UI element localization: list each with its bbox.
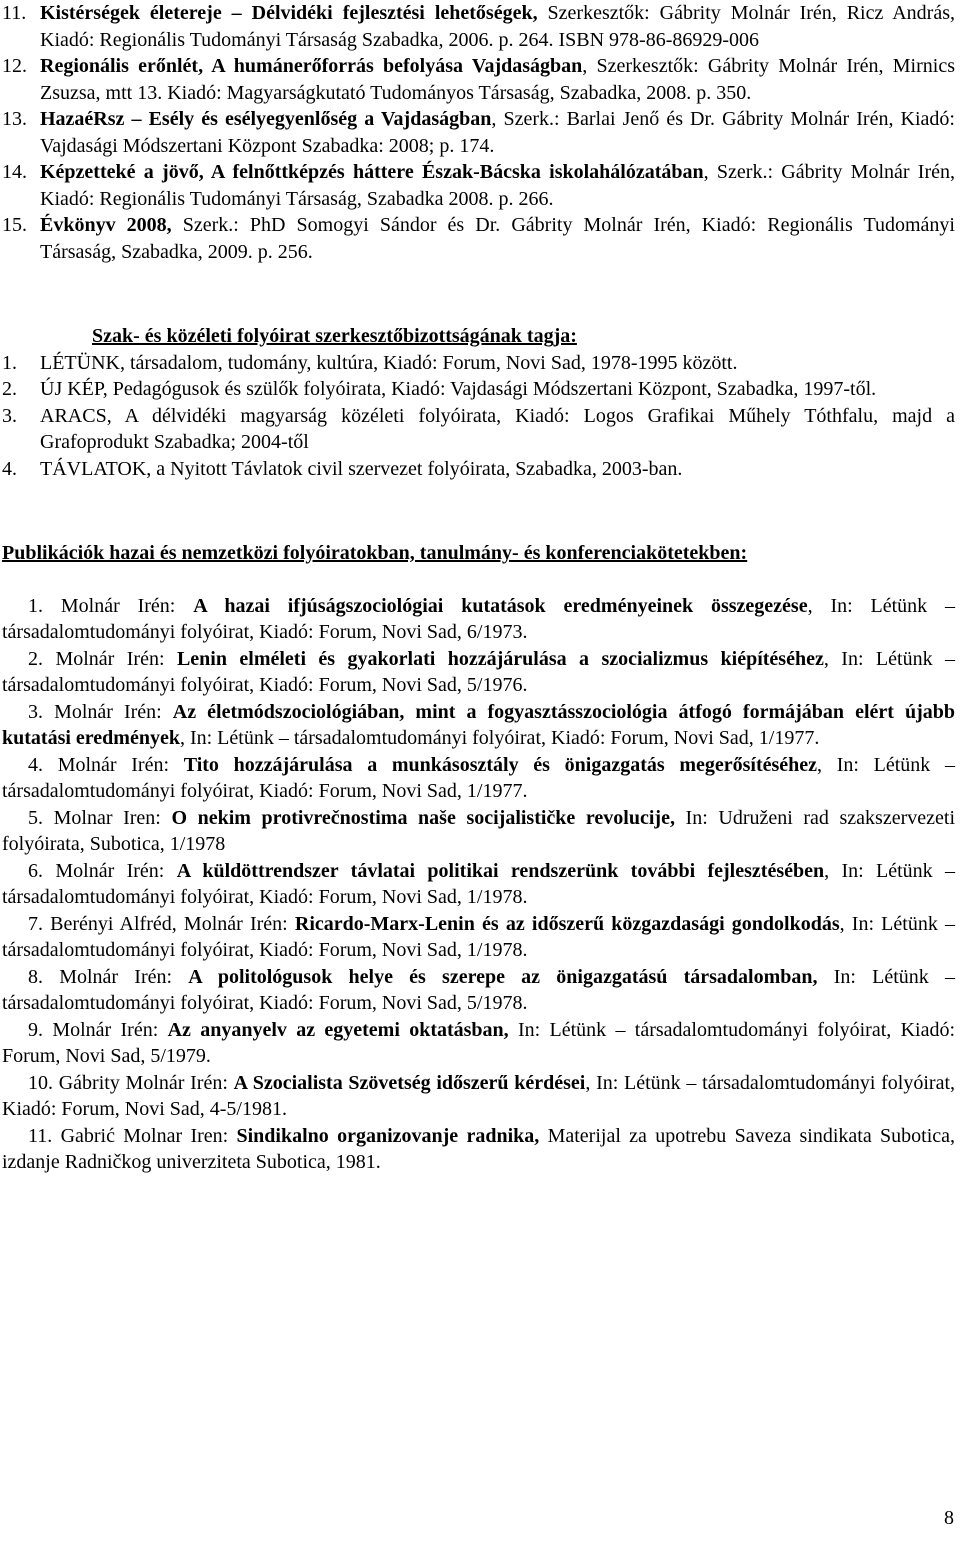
journal-item bbox=[2, 350, 955, 377]
item-number: 15. bbox=[2, 214, 27, 236]
item-number: 1. bbox=[28, 594, 43, 617]
book-details: Szerk.: PhD Somogyi Sándor és Dr. Gábrity Molnár Irén, Kiadó: Regionális Tudományi Társaság, Szabadka, 2009. p. 256. bbox=[40, 214, 955, 263]
item-number: 4. bbox=[2, 457, 17, 480]
publication-author: Molnár Irén: bbox=[59, 965, 189, 988]
publication-title: A hazai ifjúságszociológiai kutatások eredményeinek összegezése bbox=[193, 594, 808, 617]
publication-title: A küldöttrendszer távlatai politikai rendszerünk további fejlesztésében bbox=[176, 859, 825, 882]
item-number: 10. bbox=[28, 1071, 53, 1094]
document-page bbox=[2, 0, 955, 1176]
item-number: 3. bbox=[28, 700, 43, 723]
book-details: , Szerkesztők: Gábrity Molnár Irén, Mirnics Zsuzsa, mtt 13. Kiadó: Magyarságkutató Tudományos Társaság, Szabadka, 2008. p. 350. bbox=[40, 55, 955, 104]
publication-item bbox=[2, 858, 955, 911]
publication-author: Gabrić Molnar Iren: bbox=[60, 1124, 237, 1147]
publication-author: Molnár Irén: bbox=[60, 594, 194, 617]
item-number: 2. bbox=[28, 647, 43, 670]
journal-text: ARACS, A délvidéki magyarság közéleti folyóirata, Kiadó: Logos Grafikai Műhely Tóthfalu, majd a Grafoprodukt Szabadka; 2004-től bbox=[40, 404, 955, 453]
publication-author: Molnár Irén: bbox=[55, 859, 177, 882]
publication-details: Materijal za upotrebu Saveza sindikata Subotica, izdanje Radničkog univerziteta Subotica, 1981. bbox=[2, 1124, 956, 1173]
book-details: Szerkesztők: Gábrity Molnár Irén, Ricz András, Kiadó: Regionális Tudományi Társaság Szabadka, 2006. p. 264. ISBN 978-86-86929-006 bbox=[40, 2, 955, 51]
publication-details: , In: Létünk – társadalomtudományi folyóirat, Kiadó: Forum, Novi Sad, 1/1977. bbox=[2, 753, 955, 802]
publication-author: Molnár Irén: bbox=[57, 753, 184, 776]
publication-details: , In: Létünk – társadalomtudományi folyóirat, Kiadó: Forum, Novi Sad, 6/1973. bbox=[2, 594, 956, 643]
publication-item bbox=[2, 1070, 955, 1123]
page-number: 8 bbox=[944, 1507, 954, 1529]
section-subtitle: Szak- és közéleti folyóirat szerkesztőbizottságának tagja: bbox=[92, 325, 577, 347]
item-number: 1. bbox=[2, 351, 17, 374]
publication-details: In: Létünk – társadalomtudományi folyóirat, Kiadó: Forum, Novi Sad, 5/1979. bbox=[2, 1018, 956, 1067]
publication-author: Gábrity Molnár Irén: bbox=[58, 1071, 234, 1094]
publication-title: Az életmódszociológiában, mint a fogyasztásszociológia átfogó formájában elért újabb kutatási eredmények bbox=[2, 700, 955, 749]
publications-section bbox=[2, 540, 955, 1176]
publication-item bbox=[2, 699, 955, 752]
journal-item bbox=[2, 403, 955, 456]
journal-item bbox=[2, 456, 955, 483]
publication-author: Molnár Irén: bbox=[54, 700, 173, 723]
book-item bbox=[2, 159, 955, 212]
book-title: HazaéRsz – Esély és esélyegyenlőség a Vajdaságban bbox=[40, 108, 492, 130]
publication-title: Az anyanyelv az egyetemi oktatásban, bbox=[167, 1018, 509, 1041]
journal-text: ÚJ KÉP, Pedagógusok és szülők folyóirata, Kiadó: Vajdasági Módszertani Központ, Szabadka, 1997-től. bbox=[40, 378, 877, 400]
publication-item bbox=[2, 1017, 955, 1070]
item-number: 11. bbox=[2, 2, 27, 24]
publication-list bbox=[2, 593, 955, 1176]
item-number: 8. bbox=[28, 965, 43, 988]
publication-title: Tito hozzájárulása a munkásosztály és önigazgatás megerősítéséhez bbox=[183, 753, 818, 776]
publication-title: Ricardo-Marx-Lenin és az időszerű közgazdasági gondolkodás bbox=[294, 912, 840, 935]
publication-item bbox=[2, 911, 955, 964]
publication-details: , In: Létünk – társadalomtudományi folyóirat, Kiadó: Forum, Novi Sad, 4-5/1981. bbox=[2, 1071, 956, 1120]
publication-author: Molnar Iren: bbox=[53, 806, 172, 829]
publication-author: Molnár Irén: bbox=[52, 1018, 168, 1041]
publication-details: In: Létünk – társadalomtudományi folyóirat, Kiadó: Forum, Novi Sad, 5/1978. bbox=[2, 965, 955, 1014]
book-details: , Szerk.: Barlai Jenő és Dr. Gábrity Molnár Irén, Kiadó: Vajdasági Módszertani Központ Szabadka: 2008; p. 174. bbox=[40, 108, 955, 157]
publication-item bbox=[2, 1123, 955, 1176]
publication-item bbox=[2, 593, 955, 646]
journal-text: LÉTÜNK, társadalom, tudomány, kultúra, Kiadó: Forum, Novi Sad, 1978-1995 között. bbox=[40, 351, 738, 374]
book-item bbox=[2, 106, 955, 159]
journal-item bbox=[2, 376, 955, 403]
book-item bbox=[2, 0, 955, 53]
publication-title: A Szocialista Szövetség időszerű kérdései bbox=[233, 1071, 586, 1094]
publication-details: , In: Létünk – társadalomtudományi folyóirat, Kiadó: Forum, Novi Sad, 5/1976. bbox=[2, 647, 956, 696]
publication-item bbox=[2, 964, 955, 1017]
publication-item bbox=[2, 805, 955, 858]
item-number: 4. bbox=[28, 753, 43, 776]
journal-text: TÁVLATOK, a Nyitott Távlatok civil szervezet folyóirata, Szabadka, 2003-ban. bbox=[40, 457, 683, 480]
item-number: 6. bbox=[28, 859, 43, 882]
book-title: Kistérségek életereje – Délvidéki fejlesztési lehetőségek, bbox=[40, 2, 538, 24]
item-number: 3. bbox=[2, 404, 17, 427]
book-item bbox=[2, 53, 955, 106]
publication-details: , In: Létünk – társadalomtudományi folyóirat, Kiadó: Forum, Novi Sad, 1/1978. bbox=[2, 859, 956, 908]
item-number: 11. bbox=[28, 1124, 53, 1147]
item-number: 9. bbox=[28, 1018, 43, 1041]
book-title: Regionális erőnlét, A humánerőforrás befolyása Vajdaságban bbox=[40, 55, 583, 77]
editorial-boards-section bbox=[2, 323, 955, 482]
publication-item bbox=[2, 646, 955, 699]
item-number: 2. bbox=[2, 378, 17, 400]
publication-author: Molnár Irén: bbox=[55, 647, 177, 670]
journal-list bbox=[2, 350, 955, 483]
publication-item bbox=[2, 752, 955, 805]
publication-title: O nekim protivrečnostima naše socijalističke revolucije, bbox=[171, 806, 675, 829]
book-item bbox=[2, 212, 955, 265]
publication-title: Lenin elméleti és gyakorlati hozzájárulása a szocializmus kiépítéséhez bbox=[176, 647, 824, 670]
item-number: 14. bbox=[2, 161, 27, 183]
book-details: , Szerk.: Gábrity Molnár Irén, Kiadó: Regionális Tudományi Társaság, Szabadka 2008. p. 266. bbox=[40, 161, 956, 210]
publication-details: , In: Létünk – társadalomtudományi folyóirat, Kiadó: Forum, Novi Sad, 1/1977. bbox=[179, 727, 820, 749]
item-number: 13. bbox=[2, 108, 27, 130]
book-title: Képzetteké a jövő, A felnőttképzés háttere Észak-Bácska iskolahálózatában bbox=[40, 161, 704, 183]
item-number: 5. bbox=[28, 806, 43, 829]
item-number: 12. bbox=[2, 55, 27, 77]
publication-details: In: Udruženi rad szakszervezeti folyóirata, Subotica, 1/1978 bbox=[2, 806, 956, 855]
book-title: Évkönyv 2008, bbox=[40, 214, 172, 236]
publication-title: Sindikalno organizovanje radnika, bbox=[236, 1124, 540, 1147]
publication-author: Berényi Alfréd, Molnár Irén: bbox=[50, 912, 295, 935]
publication-details: , In: Létünk – társadalomtudományi folyóirat, Kiadó: Forum, Novi Sad, 1/1978. bbox=[2, 912, 955, 961]
publication-title: A politológusok helye és szerepe az önigazgatású társadalomban, bbox=[188, 965, 818, 988]
section-heading: Publikációk hazai és nemzetközi folyóiratokban, tanulmány- és konferenciakötetekben: bbox=[2, 542, 748, 564]
edited-books-list bbox=[2, 0, 955, 265]
item-number: 7. bbox=[28, 912, 43, 935]
